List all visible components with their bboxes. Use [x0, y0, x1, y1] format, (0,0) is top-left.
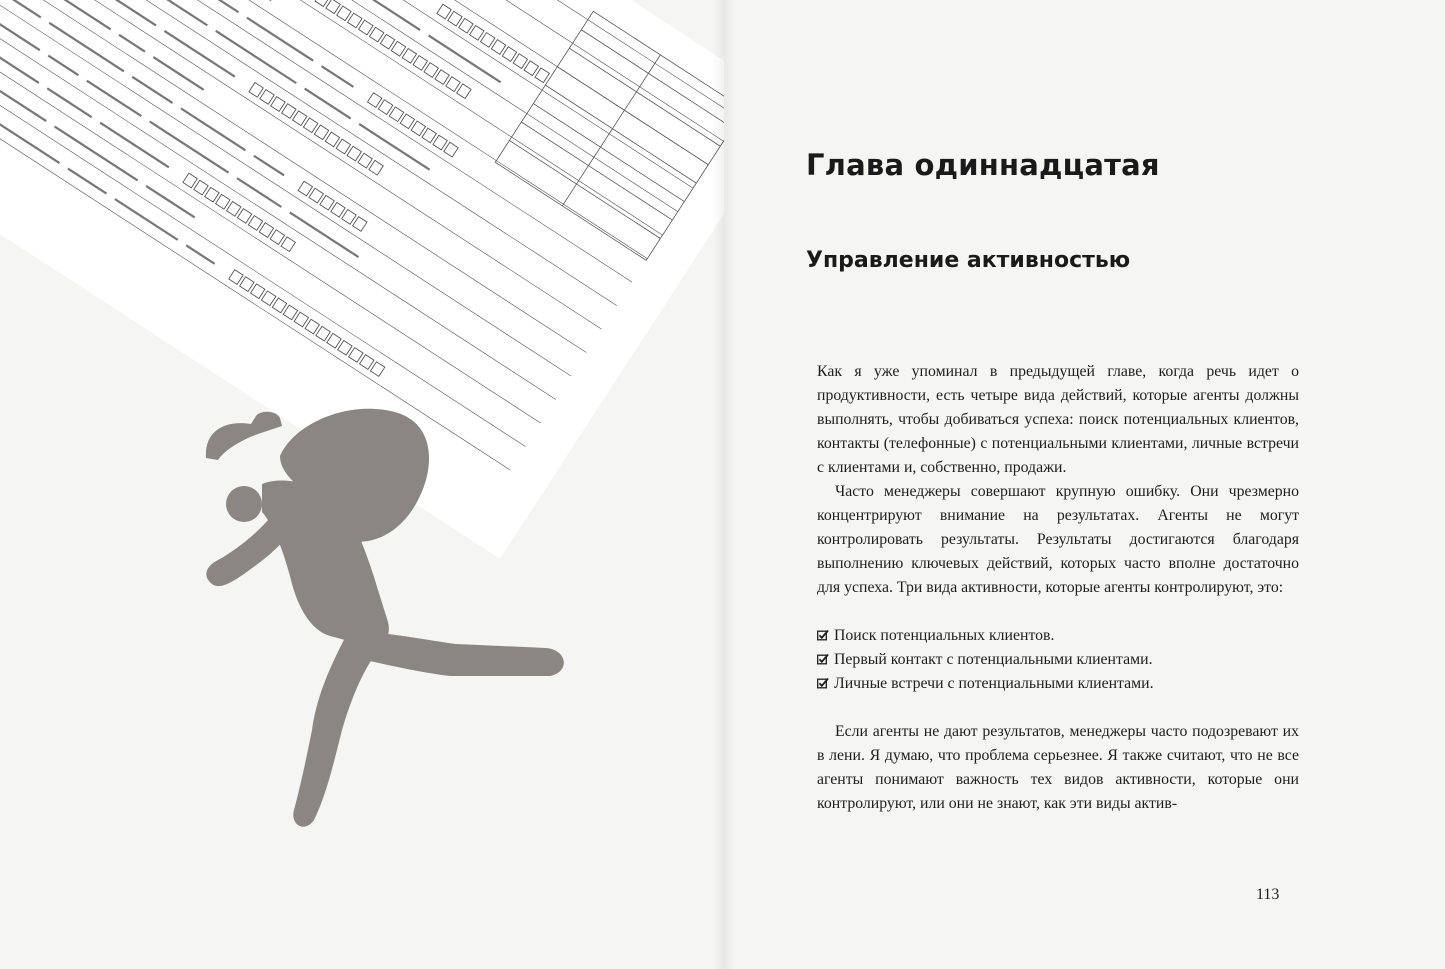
checkmark-icon: [817, 677, 829, 689]
page-number: 113: [1256, 886, 1280, 903]
running-person-with-sack-icon: [196, 400, 576, 830]
list-item: [817, 672, 1299, 696]
chapter-title: Глава одиннадцатая: [806, 148, 1160, 182]
checkmark-icon: [817, 629, 829, 641]
list-item: [817, 624, 1299, 648]
paragraph-2: Часто менеджеры совершают крупную ошибку. Они чрезмерно концентрируют внимание на результатах. Агенты не могут контролировать результаты. Результаты достигаются благодаря выполнению ключевых действий, которых часто вполне достаточно для успеха. Три вида активности, которые агенты контролируют, это:: [817, 483, 1299, 596]
list-item-text: Поиск потенциальных клиентов.: [834, 627, 1055, 644]
body-text: [817, 360, 1299, 816]
paragraph-3: Если агенты не дают результатов, менеджеры часто подозревают их в лени. Я думаю, что проблема серьезнее. Я также считают, что не все агенты понимают важность тех видов активности, которые они контролируют, или они не знают, как эти виды актив-: [817, 723, 1299, 812]
activity-list: [817, 624, 1299, 696]
paragraph-1: Как я уже упоминал в предыдущей главе, когда речь идет о продуктивности, есть четыре вида действий, которые агенты должны выполнять, чтобы добиваться успеха: поиск потенциальных клиентов, контакты (телефонные) с потенциальными клиентами, личные встречи с клиентами и, собственно, продажи.: [817, 363, 1299, 476]
checkmark-icon: [817, 653, 829, 665]
section-title: Управление активностью: [806, 248, 1131, 273]
list-item: [817, 648, 1299, 672]
right-page: [724, 0, 1445, 969]
list-item-text: Первый контакт с потенциальными клиентами.: [834, 651, 1153, 668]
list-item-text: Личные встречи с потенциальными клиентами.: [834, 675, 1154, 692]
